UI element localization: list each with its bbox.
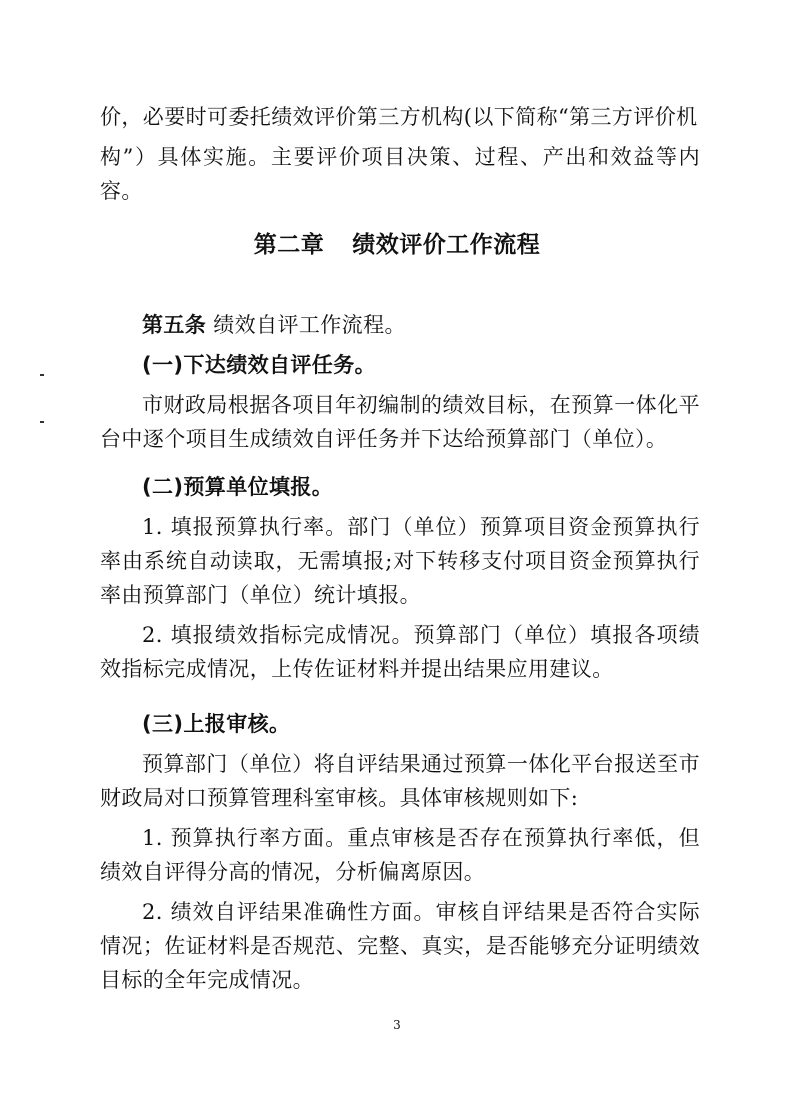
article-5 xyxy=(100,308,700,342)
section-2-heading: (二)预算单位填报。 xyxy=(142,475,334,499)
section-1-heading: (一)下达绩效自评任务。 xyxy=(142,353,376,377)
section-3-item-1: 1. 预算执行率方面。重点审核是否存在预算执行率低，但绩效自评得分高的情况，分析偏离原因。 xyxy=(100,826,700,884)
page-number: 3 xyxy=(393,1018,401,1032)
section-2-item-2: 2. 填报绩效指标完成情况。预算部门（单位）填报各项绩效指标完成情况，上传佐证材料并提出结果应用建议。 xyxy=(100,623,700,681)
article-5-text: 绩效自评工作流程。 xyxy=(213,313,406,337)
section-2-item-1: 1. 填报预算执行率。部门（单位）预算项目资金预算执行率由系统自动读取，无需填报;对下转移支付项目资金预算执行率由预算部门（单位）统计填报。 xyxy=(100,515,700,607)
section-3-heading: (三)上报审核。 xyxy=(142,712,291,736)
margin-mark xyxy=(40,421,44,423)
section-1-paragraph: 市财政局根据各项目年初编制的绩效目标，在预算一体化平台中逐个项目生成绩效自评任务并下达给预算部门（单位）。 xyxy=(100,393,700,451)
chapter-name: 绩效评价工作流程 xyxy=(352,232,541,258)
margin-mark xyxy=(40,374,44,376)
top-paragraph-line-2: 构”）具体实施。主要评价项目决策、过程、产出和效益等内容。 xyxy=(100,145,700,203)
top-paragraph xyxy=(100,100,700,208)
chapter-title xyxy=(0,226,794,259)
top-paragraph-line-1: 价，必要时可委托绩效评价第三方机构(以下简称“第三方评价机 xyxy=(100,105,698,129)
article-5-line xyxy=(100,308,700,342)
chapter-number: 第二章 xyxy=(253,232,325,258)
section-3 xyxy=(100,707,700,997)
section-3-item-2: 2. 绩效自评结果准确性方面。审核自评结果是否符合实际情况；佐证材料是否规范、完整、真实，是否能够充分证明绩效目标的全年完成情况。 xyxy=(100,900,700,992)
article-5-label: 第五条 xyxy=(142,313,207,337)
section-2 xyxy=(100,470,700,686)
section-3-paragraph: 预算部门（单位）将自评结果通过预算一体化平台报送至市财政局对口预算管理科室审核。具体审核规则如下: xyxy=(100,752,700,810)
section-1 xyxy=(100,348,700,456)
